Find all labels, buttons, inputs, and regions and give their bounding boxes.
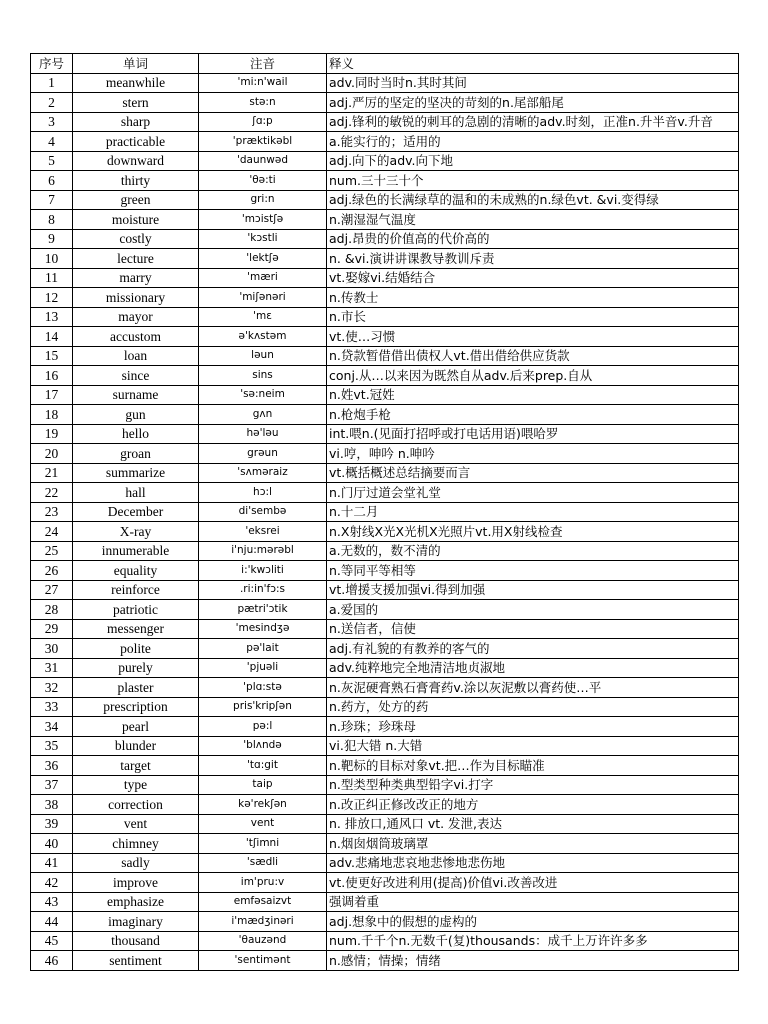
table-row [31, 619, 739, 639]
definition-cell: adj.有礼貌的有教养的客气的 [327, 639, 739, 659]
definition-cell: adj.向下的adv.向下地 [327, 151, 739, 171]
table-row [31, 502, 739, 522]
definition-cell: n.门厅过道会堂礼堂 [327, 483, 739, 503]
table-row [31, 697, 739, 717]
word-cell: polite [73, 639, 199, 659]
table-row [31, 288, 739, 308]
row-number: 5 [31, 151, 73, 171]
row-number: 26 [31, 561, 73, 581]
row-number: 6 [31, 171, 73, 191]
table-row [31, 912, 739, 932]
word-cell: accustom [73, 327, 199, 347]
row-number: 7 [31, 190, 73, 210]
table-row [31, 73, 739, 93]
phonetic-cell: ʃɑ:p [199, 112, 327, 132]
word-cell: prescription [73, 697, 199, 717]
row-number: 18 [31, 405, 73, 425]
definition-cell: n.感情；情操；情绪 [327, 951, 739, 971]
phonetic-cell: 'θə:ti [199, 171, 327, 191]
phonetic-cell: 'mɛ [199, 307, 327, 327]
table-row [31, 171, 739, 191]
word-cell: chimney [73, 834, 199, 854]
definition-cell: vt.概括概述总结摘要而言 [327, 463, 739, 483]
row-number: 35 [31, 736, 73, 756]
word-cell: summarize [73, 463, 199, 483]
row-number: 33 [31, 697, 73, 717]
definition-cell: n.潮湿湿气温度 [327, 210, 739, 230]
table-row [31, 658, 739, 678]
definition-cell: num.千千个n.无数千(复)thousands：成千上万许许多多 [327, 931, 739, 951]
table-row [31, 814, 739, 834]
phonetic-cell: hə'ləu [199, 424, 327, 444]
phonetic-cell: 'sentimənt [199, 951, 327, 971]
table-row [31, 132, 739, 152]
row-number: 42 [31, 873, 73, 893]
word-cell: hello [73, 424, 199, 444]
row-number: 32 [31, 678, 73, 698]
row-number: 36 [31, 756, 73, 776]
phonetic-cell: 'sʌməraiz [199, 463, 327, 483]
header-row [31, 54, 739, 74]
word-cell: loan [73, 346, 199, 366]
header-word: 单词 [73, 54, 199, 74]
row-number: 39 [31, 814, 73, 834]
header-phonetic: 注音 [199, 54, 327, 74]
row-number: 25 [31, 541, 73, 561]
row-number: 34 [31, 717, 73, 737]
phonetic-cell: i'mædʒinəri [199, 912, 327, 932]
word-cell: correction [73, 795, 199, 815]
word-cell: messenger [73, 619, 199, 639]
word-cell: since [73, 366, 199, 386]
table-row [31, 775, 739, 795]
row-number: 15 [31, 346, 73, 366]
word-cell: sharp [73, 112, 199, 132]
table-row [31, 366, 739, 386]
table-row [31, 327, 739, 347]
word-cell: type [73, 775, 199, 795]
table-row [31, 93, 739, 113]
row-number: 22 [31, 483, 73, 503]
table-row [31, 405, 739, 425]
definition-cell: a.无数的，数不清的 [327, 541, 739, 561]
word-cell: marry [73, 268, 199, 288]
phonetic-cell: i'nju:mərəbl [199, 541, 327, 561]
definition-cell: adv.同时当时n.其时其间 [327, 73, 739, 93]
phonetic-cell: pris'kripʃən [199, 697, 327, 717]
table-row [31, 229, 739, 249]
word-cell: equality [73, 561, 199, 581]
word-cell: sadly [73, 853, 199, 873]
word-cell: thirty [73, 171, 199, 191]
table-row [31, 873, 739, 893]
word-cell: improve [73, 873, 199, 893]
definition-cell: n.靶标的目标对象vt.把…作为目标瞄准 [327, 756, 739, 776]
word-cell: innumerable [73, 541, 199, 561]
phonetic-cell: 'mi:n'wail [199, 73, 327, 93]
word-cell: emphasize [73, 892, 199, 912]
phonetic-cell: 'sædli [199, 853, 327, 873]
word-cell: December [73, 502, 199, 522]
row-number: 16 [31, 366, 73, 386]
phonetic-cell: stə:n [199, 93, 327, 113]
table-row [31, 151, 739, 171]
phonetic-cell: gʌn [199, 405, 327, 425]
table-row [31, 853, 739, 873]
phonetic-cell: sins [199, 366, 327, 386]
table-row [31, 346, 739, 366]
row-number: 4 [31, 132, 73, 152]
row-number: 19 [31, 424, 73, 444]
phonetic-cell: 'tʃimni [199, 834, 327, 854]
phonetic-cell: emfəsaizvt [199, 892, 327, 912]
definition-cell: n.型类型种类典型铅字vi.打字 [327, 775, 739, 795]
row-number: 8 [31, 210, 73, 230]
row-number: 17 [31, 385, 73, 405]
phonetic-cell: 'miʃənəri [199, 288, 327, 308]
phonetic-cell: 'kɔstli [199, 229, 327, 249]
definition-cell: n.姓vt.冠姓 [327, 385, 739, 405]
definition-cell: vt.使更好改进利用(提高)价值vi.改善改进 [327, 873, 739, 893]
definition-cell: a.爱国的 [327, 600, 739, 620]
row-number: 27 [31, 580, 73, 600]
row-number: 11 [31, 268, 73, 288]
word-cell: sentiment [73, 951, 199, 971]
row-number: 37 [31, 775, 73, 795]
row-number: 43 [31, 892, 73, 912]
definition-cell: n.十二月 [327, 502, 739, 522]
phonetic-cell: 'præktikəbl [199, 132, 327, 152]
row-number: 20 [31, 444, 73, 464]
table-row [31, 385, 739, 405]
table-row [31, 600, 739, 620]
header-definition: 释义 [327, 54, 739, 74]
definition-cell: n.灰泥硬膏熟石膏膏药v.涂以灰泥敷以膏药使…平 [327, 678, 739, 698]
word-cell: gun [73, 405, 199, 425]
phonetic-cell: kə'rekʃən [199, 795, 327, 815]
definition-cell: n.珍珠；珍珠母 [327, 717, 739, 737]
phonetic-cell: .ri:in'fɔ:s [199, 580, 327, 600]
definition-cell: n.传教士 [327, 288, 739, 308]
table-row [31, 522, 739, 542]
phonetic-cell: grəun [199, 444, 327, 464]
definition-cell: n.市长 [327, 307, 739, 327]
definition-cell: n.改正纠正修改改正的地方 [327, 795, 739, 815]
word-cell: pearl [73, 717, 199, 737]
table-row [31, 561, 739, 581]
definition-cell: conj.从…以来因为既然自从adv.后来prep.自从 [327, 366, 739, 386]
definition-cell: n.烟囱烟筒玻璃罩 [327, 834, 739, 854]
table-row [31, 190, 739, 210]
row-number: 12 [31, 288, 73, 308]
phonetic-cell: 'blʌndə [199, 736, 327, 756]
table-row [31, 678, 739, 698]
word-cell: downward [73, 151, 199, 171]
row-number: 9 [31, 229, 73, 249]
word-cell: X-ray [73, 522, 199, 542]
table-row [31, 834, 739, 854]
definition-cell: n.药方，处方的药 [327, 697, 739, 717]
word-cell: hall [73, 483, 199, 503]
row-number: 13 [31, 307, 73, 327]
phonetic-cell: 'tɑ:git [199, 756, 327, 776]
phonetic-cell: 'sə:neim [199, 385, 327, 405]
phonetic-cell: i:'kwɔliti [199, 561, 327, 581]
vocabulary-table [30, 53, 739, 971]
word-cell: patriotic [73, 600, 199, 620]
table-row [31, 580, 739, 600]
definition-cell: adj.绿色的长满绿草的温和的未成熟的n.绿色vt. &vi.变得绿 [327, 190, 739, 210]
word-cell: lecture [73, 249, 199, 269]
phonetic-cell: di'sembə [199, 502, 327, 522]
table-row [31, 639, 739, 659]
row-number: 45 [31, 931, 73, 951]
phonetic-cell: im'pru:v [199, 873, 327, 893]
row-number: 40 [31, 834, 73, 854]
row-number: 38 [31, 795, 73, 815]
definition-cell: adj.想象中的假想的虚构的 [327, 912, 739, 932]
definition-cell: vt.使…习惯 [327, 327, 739, 347]
phonetic-cell: 'daunwəd [199, 151, 327, 171]
word-cell: target [73, 756, 199, 776]
phonetic-cell: 'mɔistʃə [199, 210, 327, 230]
phonetic-cell: pə'lait [199, 639, 327, 659]
definition-cell: a.能实行的；适用的 [327, 132, 739, 152]
row-number: 30 [31, 639, 73, 659]
table-row [31, 268, 739, 288]
word-cell: surname [73, 385, 199, 405]
table-row [31, 951, 739, 971]
row-number: 29 [31, 619, 73, 639]
phonetic-cell: ləun [199, 346, 327, 366]
row-number: 28 [31, 600, 73, 620]
phonetic-cell: gri:n [199, 190, 327, 210]
row-number: 31 [31, 658, 73, 678]
row-number: 46 [31, 951, 73, 971]
phonetic-cell: 'lektʃə [199, 249, 327, 269]
definition-cell: vi.犯大错 n.大错 [327, 736, 739, 756]
word-cell: blunder [73, 736, 199, 756]
phonetic-cell: 'pjuəli [199, 658, 327, 678]
table-row [31, 541, 739, 561]
word-cell: mayor [73, 307, 199, 327]
word-cell: meanwhile [73, 73, 199, 93]
definition-cell: n.送信者，信使 [327, 619, 739, 639]
phonetic-cell: 'mæri [199, 268, 327, 288]
word-cell: groan [73, 444, 199, 464]
table-row [31, 463, 739, 483]
phonetic-cell: pætri'ɔtik [199, 600, 327, 620]
table-row [31, 112, 739, 132]
table-row [31, 736, 739, 756]
definition-cell: n. 排放口,通风口 vt. 发泄,表达 [327, 814, 739, 834]
row-number: 21 [31, 463, 73, 483]
definition-cell: adj.严厉的坚定的坚决的苛刻的n.尾部船尾 [327, 93, 739, 113]
phonetic-cell: pə:l [199, 717, 327, 737]
definition-cell: adj.昂贵的价值高的代价高的 [327, 229, 739, 249]
definition-cell: n.X射线X光X光机X光照片vt.用X射线检查 [327, 522, 739, 542]
row-number: 3 [31, 112, 73, 132]
table-row [31, 931, 739, 951]
row-number: 10 [31, 249, 73, 269]
definition-cell: 强调着重 [327, 892, 739, 912]
word-cell: practicable [73, 132, 199, 152]
word-cell: purely [73, 658, 199, 678]
word-cell: green [73, 190, 199, 210]
table-row [31, 717, 739, 737]
definition-cell: adv.纯粹地完全地清洁地贞淑地 [327, 658, 739, 678]
definition-cell: n.贷款暂借借出债权人vt.借出借给供应货款 [327, 346, 739, 366]
definition-cell: vt.娶嫁vi.结婚结合 [327, 268, 739, 288]
definition-cell: n.枪炮手枪 [327, 405, 739, 425]
word-cell: stern [73, 93, 199, 113]
table-row [31, 444, 739, 464]
word-cell: plaster [73, 678, 199, 698]
definition-cell: n.等同平等相等 [327, 561, 739, 581]
phonetic-cell: 'mesindʒə [199, 619, 327, 639]
header-number: 序号 [31, 54, 73, 74]
row-number: 2 [31, 93, 73, 113]
word-cell: missionary [73, 288, 199, 308]
word-cell: imaginary [73, 912, 199, 932]
row-number: 1 [31, 73, 73, 93]
phonetic-cell: ə'kʌstəm [199, 327, 327, 347]
table-row [31, 210, 739, 230]
phonetic-cell: 'eksrei [199, 522, 327, 542]
word-cell: costly [73, 229, 199, 249]
row-number: 24 [31, 522, 73, 542]
word-cell: moisture [73, 210, 199, 230]
phonetic-cell: 'θauzənd [199, 931, 327, 951]
row-number: 14 [31, 327, 73, 347]
phonetic-cell: vent [199, 814, 327, 834]
table-row [31, 483, 739, 503]
word-cell: thousand [73, 931, 199, 951]
table-row [31, 795, 739, 815]
definition-cell: adj.锋利的敏锐的刺耳的急剧的清晰的adv.时刻，正准n.升半音v.升音 [327, 112, 739, 132]
row-number: 44 [31, 912, 73, 932]
row-number: 41 [31, 853, 73, 873]
table-row [31, 892, 739, 912]
table-row [31, 424, 739, 444]
table-body [31, 73, 739, 970]
definition-cell: vt.增援支援加强vi.得到加强 [327, 580, 739, 600]
definition-cell: vi.哼，呻吟 n.呻吟 [327, 444, 739, 464]
table-row [31, 249, 739, 269]
phonetic-cell: 'plɑ:stə [199, 678, 327, 698]
phonetic-cell: hɔ:l [199, 483, 327, 503]
table-row [31, 756, 739, 776]
row-number: 23 [31, 502, 73, 522]
word-cell: reinforce [73, 580, 199, 600]
definition-cell: num.三十三十个 [327, 171, 739, 191]
definition-cell: int.喂n.(见面打招呼或打电话用语)喂哈罗 [327, 424, 739, 444]
definition-cell: adv.悲痛地悲哀地悲惨地悲伤地 [327, 853, 739, 873]
word-cell: vent [73, 814, 199, 834]
phonetic-cell: taip [199, 775, 327, 795]
definition-cell: n. &vi.演讲讲课教导教训斥责 [327, 249, 739, 269]
table-row [31, 307, 739, 327]
